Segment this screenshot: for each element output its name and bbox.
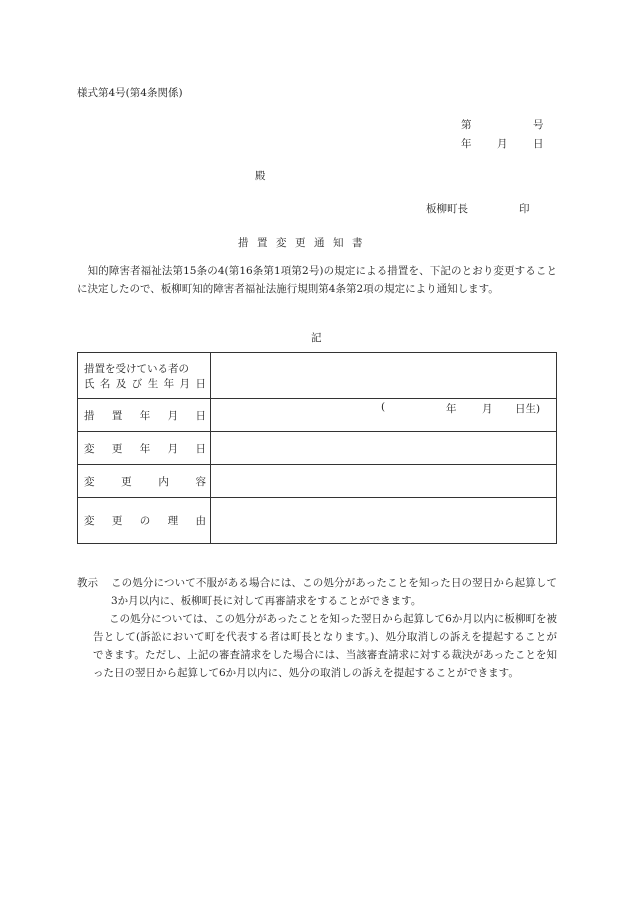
date-year-label: 年 xyxy=(461,138,472,150)
label-char: 更 xyxy=(111,515,123,527)
row-label-change-content xyxy=(78,465,211,498)
issuer-name: 板柳町長 xyxy=(426,203,468,215)
notice-paragraph-1: この処分について不服がある場合には、この処分があったことを知った日の翌日から起算して3か月以内に、板柳町長に対して再審請求をすることができます。 xyxy=(111,577,557,607)
table-row xyxy=(78,432,557,465)
table-row xyxy=(78,353,557,399)
document-title: 措置変更通知書 xyxy=(238,237,371,249)
seal-mark: 印 xyxy=(519,203,530,215)
label-char: 容 xyxy=(195,475,206,488)
label-char: 及 xyxy=(115,377,127,390)
label-char: 変 xyxy=(84,442,95,455)
label-spread xyxy=(84,474,206,489)
label-char: 月 xyxy=(179,377,191,390)
label-spread xyxy=(84,408,206,423)
label-char: 氏 xyxy=(84,377,95,390)
label-char: の xyxy=(139,515,151,527)
label-char: 理 xyxy=(167,515,179,527)
label-char: 日 xyxy=(195,409,206,422)
ki-heading: 記 xyxy=(311,332,322,344)
value-cell-subject xyxy=(211,353,557,415)
row-label-subject xyxy=(78,353,211,399)
label-char: 名 xyxy=(99,377,111,390)
label-char: 措 xyxy=(84,409,95,422)
birthdate-day: 日生) xyxy=(515,402,541,415)
label-char: 年 xyxy=(139,442,151,455)
row-label-measure-date xyxy=(78,399,211,432)
notice-paragraph-2: この処分については、この処分があったことを知った翌日から起算して6か月以内に板柳町を被告として(訴訟において町を代表する者は町長となります。)、処分取消しの訴えを提起することができます。ただし、上記の審査請求をした場合には、当該審査請求に対する裁決があったことを知った日の翌日から起算して6か月以内に、処分の取消しの訴えを提起することができます。 xyxy=(93,613,557,679)
birthdate-paren-open: ( xyxy=(381,400,386,413)
label-spread xyxy=(84,513,206,528)
label-char: 日 xyxy=(195,442,206,455)
label-spread xyxy=(84,441,206,456)
addressee-honorific: 殿 xyxy=(255,170,266,182)
label-char: 由 xyxy=(195,515,206,527)
label-char: 内 xyxy=(158,475,169,488)
body-text: 知的障害者福祉法第15条の4(第16条第1項第2号)の規定による措置を、下記のとおり変更することに決定したので、板柳町知的障害者福祉法施行規則第4条第2項の規定により通知します。 xyxy=(77,265,557,295)
row-label-change-date xyxy=(78,432,211,465)
label-char: 変 xyxy=(84,475,95,488)
label-char: び xyxy=(131,377,143,390)
form-number: 様式第4号(第4条関係) xyxy=(77,87,183,99)
value-cell-change-reason xyxy=(211,498,557,544)
record-table xyxy=(77,352,557,544)
label-char: 更 xyxy=(111,442,123,455)
appeal-notice xyxy=(77,574,557,682)
label-char: 月 xyxy=(167,409,179,422)
label-char: 日 xyxy=(195,377,206,390)
body-paragraph xyxy=(77,262,557,298)
label-char: 変 xyxy=(84,515,95,527)
document-number-prefix: 第 xyxy=(461,119,472,131)
table-row xyxy=(78,498,557,544)
row-label-line2 xyxy=(84,376,206,391)
row-label-change-reason xyxy=(78,498,211,544)
date-month-label: 月 xyxy=(497,138,508,150)
label-char: 置 xyxy=(111,409,123,422)
notice-label: 教示 xyxy=(77,577,98,589)
birthdate-month: 月 xyxy=(482,402,493,415)
date-day-label: 日 xyxy=(533,138,544,150)
label-char: 年 xyxy=(163,377,175,390)
document-number-suffix: 号 xyxy=(533,119,544,131)
row-label-line1: 措置を受けている者の xyxy=(84,362,189,375)
label-char: 年 xyxy=(139,409,151,422)
table-row xyxy=(78,465,557,498)
notice-row xyxy=(77,574,557,610)
birthdate-year: 年 xyxy=(446,402,457,415)
label-char: 月 xyxy=(167,442,179,455)
label-char: 更 xyxy=(121,475,132,488)
label-char: 生 xyxy=(147,377,159,390)
value-cell-change-date xyxy=(211,432,557,465)
value-cell-change-content xyxy=(211,465,557,498)
